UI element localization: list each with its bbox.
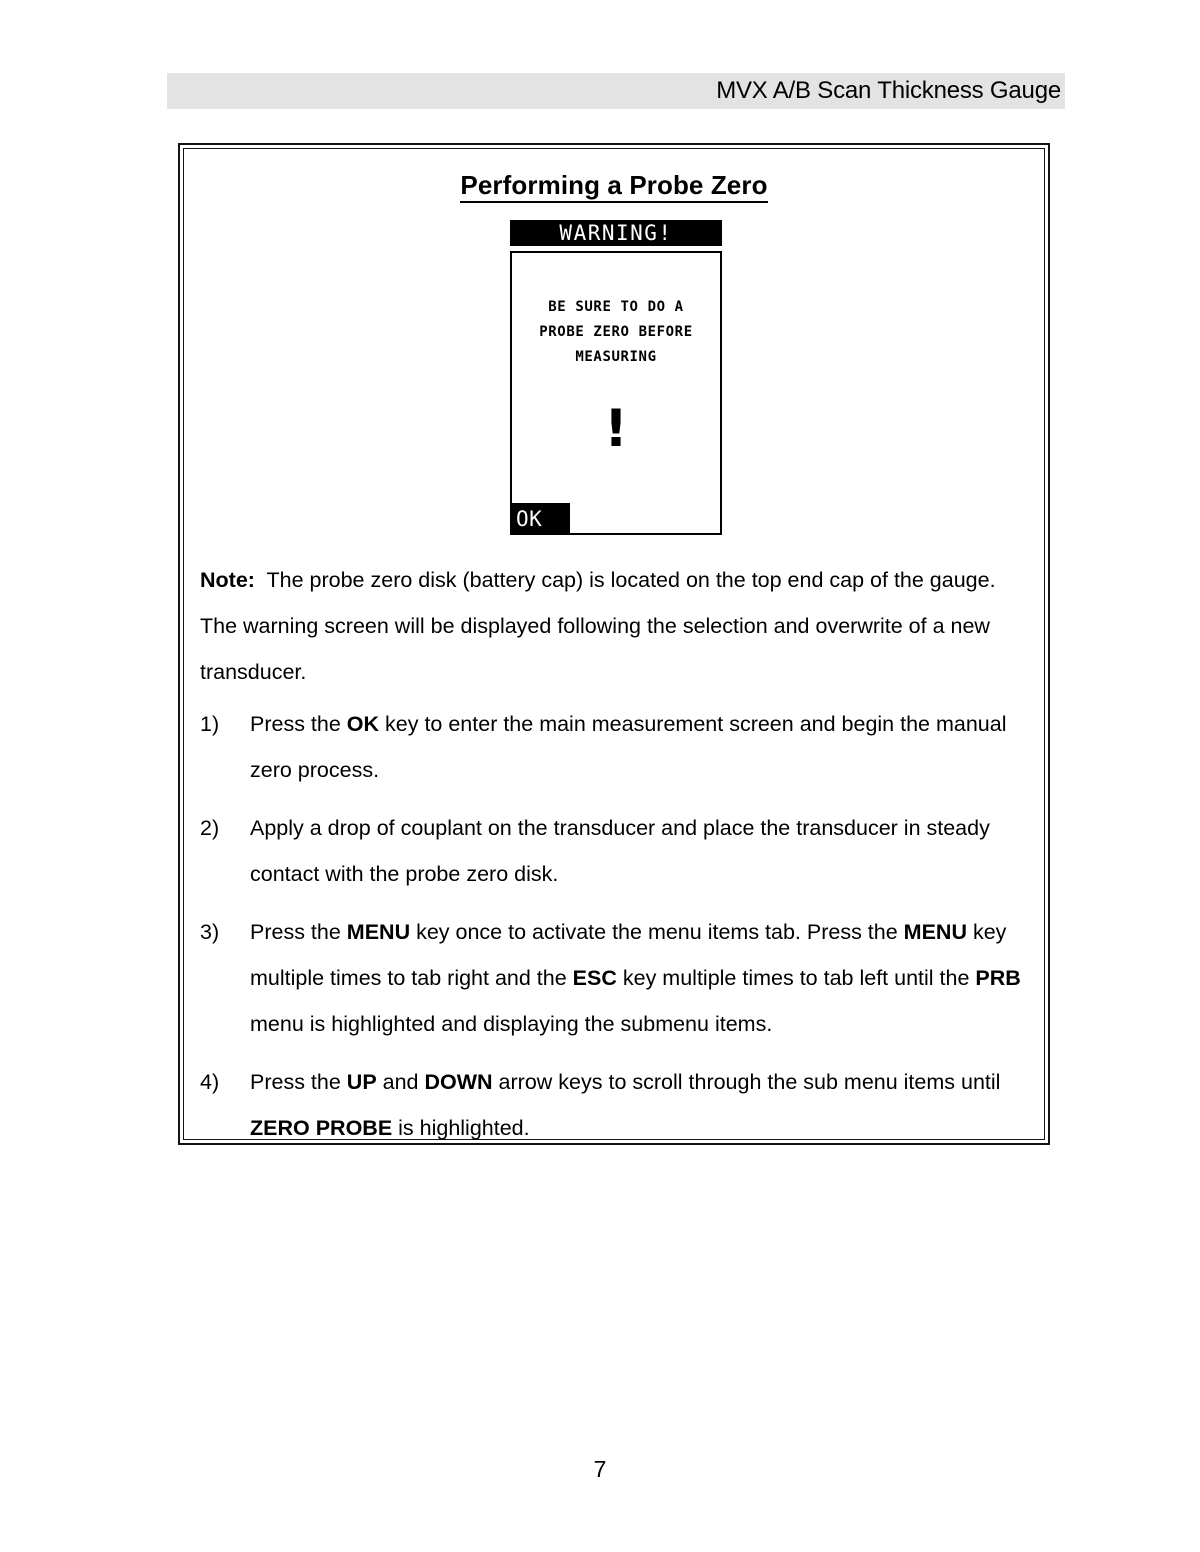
step-text-run: Press the	[250, 1070, 347, 1094]
page-title	[180, 170, 1048, 201]
lcd-titlebar: WARNING!	[510, 220, 722, 246]
exclamation-icon: !	[604, 399, 628, 459]
step-text	[250, 712, 1007, 782]
step-text-run: and	[376, 1070, 425, 1094]
step-item	[200, 805, 1048, 897]
step-key-label: MENU	[346, 920, 411, 944]
lcd-message-line-2: PROBE ZERO BEFORE	[539, 324, 693, 340]
step-text-run: Press the	[250, 920, 347, 944]
step-item	[200, 909, 1048, 1047]
step-marker: 4)	[200, 1070, 220, 1094]
step-text-run: key to enter the main measurement screen and begin the manual zero process.	[250, 712, 1007, 782]
step-item	[200, 1059, 1048, 1151]
step-item	[200, 701, 1048, 793]
steps-list	[200, 701, 1048, 1163]
step-key-label: PRB	[975, 966, 1021, 990]
step-key-label: MENU	[903, 920, 967, 944]
step-marker: 2)	[200, 816, 220, 840]
step-text-run: arrow keys to scroll through the sub menu items until	[492, 1070, 1001, 1094]
note-text: The probe zero disk (battery cap) is located on the top end cap of the gauge. The warning screen will be displayed following the selection and overwrite of a new transducer.	[200, 568, 996, 684]
step-text	[250, 920, 1021, 1036]
step-text-run: key multiple times to tab left until the	[616, 966, 976, 990]
step-text	[250, 1070, 1000, 1140]
step-key-label: OK	[346, 712, 380, 736]
page-number: 7	[593, 1456, 607, 1482]
lcd-message-line-3: MEASURING	[575, 349, 657, 365]
note-label: Note:	[200, 568, 255, 592]
page-title-text: Performing a Probe Zero	[460, 170, 767, 203]
content-frame	[178, 143, 1050, 1145]
lcd-body	[510, 251, 722, 535]
lcd-message	[512, 295, 720, 370]
lcd-warning-screen-figure	[510, 220, 722, 535]
step-key-label: DOWN	[424, 1070, 493, 1094]
step-key-label: ESC	[572, 966, 617, 990]
step-text-run: Apply a drop of couplant on the transducer and place the transducer in steady contact with the probe zero disk.	[250, 816, 990, 886]
step-text-run: is highlighted.	[392, 1116, 530, 1140]
step-marker: 1)	[200, 712, 220, 736]
step-text	[250, 816, 990, 886]
step-marker: 3)	[200, 920, 220, 944]
step-text-run: menu is highlighted and displaying the submenu items.	[250, 1012, 773, 1036]
header-title: MVX A/B Scan Thickness Gauge	[716, 77, 1061, 104]
step-text-run: Press the	[250, 712, 347, 736]
note-paragraph	[200, 557, 1036, 695]
lcd-message-line-1: BE SURE TO DO A	[548, 299, 684, 315]
step-key-label: ZERO PROBE	[250, 1116, 393, 1140]
lcd-ok-button[interactable]: OK	[510, 503, 570, 535]
step-text-run: key multiple times to tab right and the	[250, 920, 1007, 990]
step-text-run: key once to activate the menu items tab. Press the	[410, 920, 904, 944]
step-key-label: UP	[346, 1070, 377, 1094]
content-inner	[180, 145, 1048, 1143]
page-header	[167, 73, 1065, 109]
